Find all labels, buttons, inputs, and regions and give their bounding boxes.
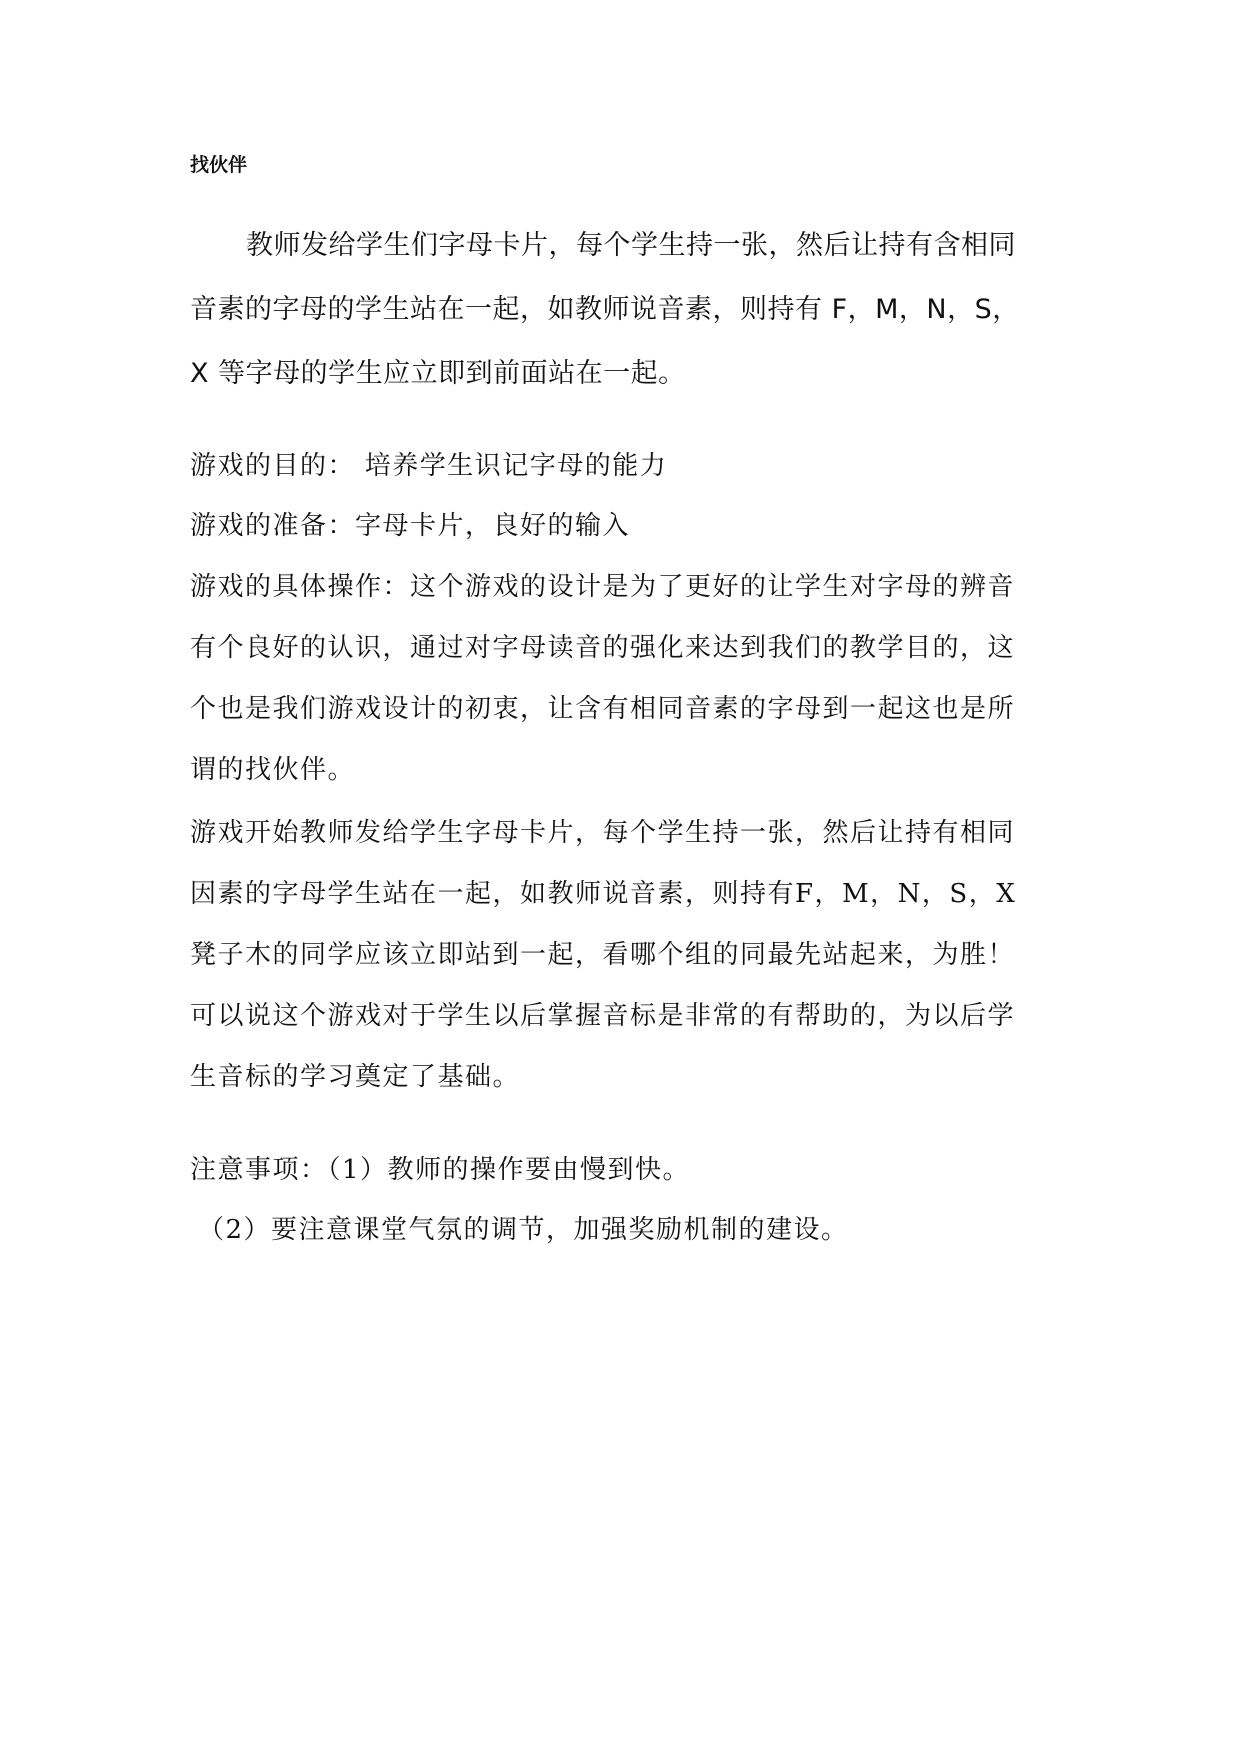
- intro-line: X 等字母的学生应立即到前面站在一起。: [190, 358, 686, 389]
- notes-section-continued: [198, 1200, 1078, 1260]
- notes-section: [190, 1140, 1070, 1200]
- game-start-line: 游戏开始教师发给学生字母卡片，每个学生持一张，然后让持有相同: [190, 818, 1016, 848]
- preparation-line: 游戏的准备：字母卡片，良好的输入: [190, 511, 631, 541]
- note-line: （2）要注意课堂气氛的调节，加强奖励机制的建设。: [198, 1215, 849, 1245]
- operation-line: 个也是我们游戏设计的初衷，让含有相同音素的字母到一起这也是所: [190, 694, 1016, 724]
- game-start-section: [190, 803, 1070, 1108]
- game-start-line: 凳子木的同学应该立即站到一起，看哪个组的同最先站起来，为胜！: [190, 940, 1016, 970]
- intro-line: 教师发给学生们字母卡片，每个学生持一张，然后让持有含相同: [246, 230, 1016, 261]
- operation-line: 谓的找伙伴。: [190, 755, 356, 785]
- document-title: 找伙伴: [190, 154, 248, 176]
- game-start-line: 因素的字母学生站在一起，如教师说音素，则持有F，M，N，S，X: [190, 879, 1017, 909]
- game-start-line: 生音标的学习奠定了基础。: [190, 1062, 521, 1092]
- note-line: 注意事项：（1）教师的操作要由慢到快。: [190, 1155, 691, 1185]
- intro-paragraph: [190, 214, 1070, 406]
- goal-line: 游戏的目的： 培养学生识记字母的能力: [190, 451, 668, 481]
- game-start-line: 可以说这个游戏对于学生以后掌握音标是非常的有帮助的，为以后学: [190, 1001, 1016, 1031]
- operation-section: [190, 557, 1070, 801]
- preparation-section: [190, 496, 1070, 556]
- operation-line: 有个良好的认识，通过对字母读音的强化来达到我们的教学目的，这: [190, 633, 1016, 663]
- operation-line: 游戏的具体操作：这个游戏的设计是为了更好的让学生对字母的辨音: [190, 572, 1016, 602]
- intro-line: 音素的字母的学生站在一起，如教师说音素，则持有 F，M，N，S，: [190, 294, 1020, 325]
- goal-section: [190, 436, 1070, 496]
